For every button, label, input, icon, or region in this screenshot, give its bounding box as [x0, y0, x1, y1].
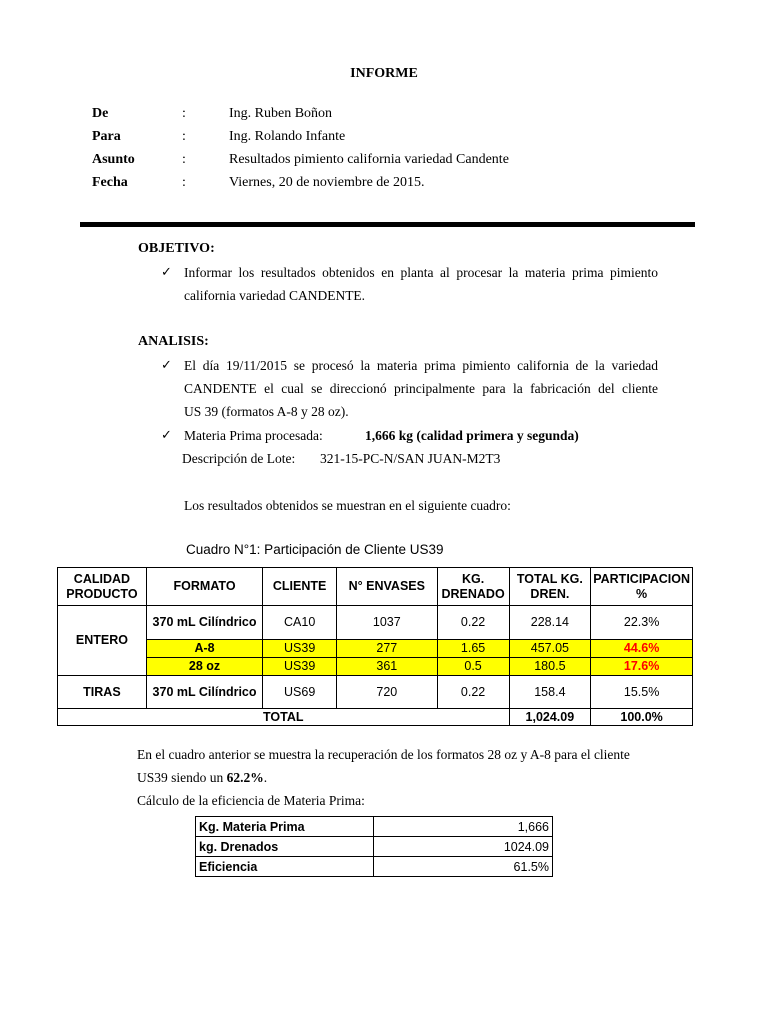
cell-kg: 0.22 [437, 676, 509, 709]
column-header: TOTAL KG. DREN. [509, 568, 591, 606]
cell-part: 22.3% [591, 606, 693, 640]
conclusion-line: En el cuadro anterior se muestra la recuperación de los formatos 28 oz y A-8 para el cliente [137, 747, 630, 762]
header-sep: : [182, 106, 186, 121]
efficiency-table [195, 816, 553, 877]
analisis-paragraph [184, 354, 658, 423]
objetivo-text [184, 261, 658, 307]
check-icon: ✓ [161, 357, 172, 372]
header-value: Ing. Ruben Boñon [229, 106, 333, 121]
header-key: Fecha [92, 175, 128, 190]
check-icon: ✓ [161, 427, 172, 442]
cell-total: 228.14 [509, 606, 591, 640]
total-part: 100.0% [591, 709, 693, 726]
objetivo-heading: OBJETIVO: [138, 241, 215, 256]
recovery-percent: 62.2% [226, 770, 264, 785]
header-key: Para [92, 129, 121, 144]
table-header-row [58, 568, 693, 606]
cell-formato: 370 mL Cilíndrico [146, 606, 262, 640]
conclusion-text: US39 siendo un [137, 770, 227, 785]
cell-kg: 0.22 [437, 606, 509, 640]
total-label: TOTAL [58, 709, 510, 726]
cell-envases: 720 [337, 676, 438, 709]
table-row [58, 640, 693, 658]
group-label-entero: ENTERO [58, 606, 147, 676]
materia-prima-value: 1,666 kg (calidad primera y segunda) [365, 428, 579, 443]
analisis-heading: ANALISIS: [138, 334, 209, 349]
check-icon: ✓ [161, 264, 172, 279]
lote-label: Descripción de Lote: [182, 451, 296, 466]
analisis-line: El día 19/11/2015 se procesó la materia prima pimiento california de la variedad [184, 358, 658, 373]
header-key: De [92, 106, 109, 121]
analisis-line: US 39 (formatos A-8 y 28 oz). [184, 404, 349, 419]
table-row [196, 857, 553, 877]
cell-part: 17.6% [591, 658, 693, 676]
table-row [58, 676, 693, 709]
calc-intro: Cálculo de la eficiencia de Materia Prima: [137, 793, 365, 808]
column-header: CALIDAD PRODUCTO [58, 568, 147, 606]
cell-formato: A-8 [146, 640, 262, 658]
cell-cliente: CA10 [263, 606, 337, 640]
column-header: FORMATO [146, 568, 262, 606]
header-sep: : [182, 175, 186, 190]
table-row [58, 658, 693, 676]
cell-envases: 277 [337, 640, 438, 658]
cell-envases: 1037 [337, 606, 438, 640]
header-sep: : [182, 152, 186, 167]
cell-kg: 1.65 [437, 640, 509, 658]
column-header: N° ENVASES [337, 568, 438, 606]
report-title: INFORME [350, 66, 418, 81]
participation-table [57, 567, 693, 726]
header-key: Asunto [92, 152, 135, 167]
results-intro: Los resultados obtenidos se muestran en el siguiente cuadro: [184, 498, 511, 513]
cell-total: 457.05 [509, 640, 591, 658]
header-value: Resultados pimiento california variedad Candente [229, 152, 509, 167]
objetivo-line: california variedad CANDENTE. [184, 288, 366, 303]
eff-value: 1024.09 [373, 837, 552, 857]
total-kg: 1,024.09 [509, 709, 591, 726]
eff-label: Kg. Materia Prima [196, 817, 374, 837]
cell-total: 180.5 [509, 658, 591, 676]
eff-value: 61.5% [373, 857, 552, 877]
cell-formato: 28 oz [146, 658, 262, 676]
cell-cliente: US69 [263, 676, 337, 709]
conclusion-text: . [263, 770, 268, 785]
cell-envases: 361 [337, 658, 438, 676]
materia-prima-label: Materia Prima procesada: [184, 428, 323, 443]
header-value: Ing. Rolando Infante [229, 129, 346, 144]
cell-cliente: US39 [263, 658, 337, 676]
cell-total: 158.4 [509, 676, 591, 709]
eff-value: 1,666 [373, 817, 552, 837]
header-divider [80, 222, 695, 227]
lote-value: 321-15-PC-N/SAN JUAN-M2T3 [320, 451, 501, 466]
column-header: CLIENTE [263, 568, 337, 606]
header-value: Viernes, 20 de noviembre de 2015. [229, 175, 425, 190]
cuadro-caption: Cuadro N°1: Participación de Cliente US39 [186, 542, 444, 557]
table-row [58, 606, 693, 640]
cell-formato: 370 mL Cilíndrico [146, 676, 262, 709]
eff-label: kg. Drenados [196, 837, 374, 857]
cell-cliente: US39 [263, 640, 337, 658]
column-header: KG. DRENADO [437, 568, 509, 606]
table-total-row [58, 709, 693, 726]
objetivo-line: Informar los resultados obtenidos en planta al procesar la materia prima pimiento [184, 265, 658, 280]
table-row [196, 837, 553, 857]
analisis-line: CANDENTE el cual se direccionó principalmente para la fabricación del cliente [184, 381, 658, 396]
eff-label: Eficiencia [196, 857, 374, 877]
group-label-tiras: TIRAS [58, 676, 147, 709]
header-sep: : [182, 129, 186, 144]
cell-part: 15.5% [591, 676, 693, 709]
cell-part: 44.6% [591, 640, 693, 658]
cell-kg: 0.5 [437, 658, 509, 676]
column-header: PARTICIPACION % [591, 568, 693, 606]
table-row [196, 817, 553, 837]
conclusion-line [137, 766, 267, 789]
